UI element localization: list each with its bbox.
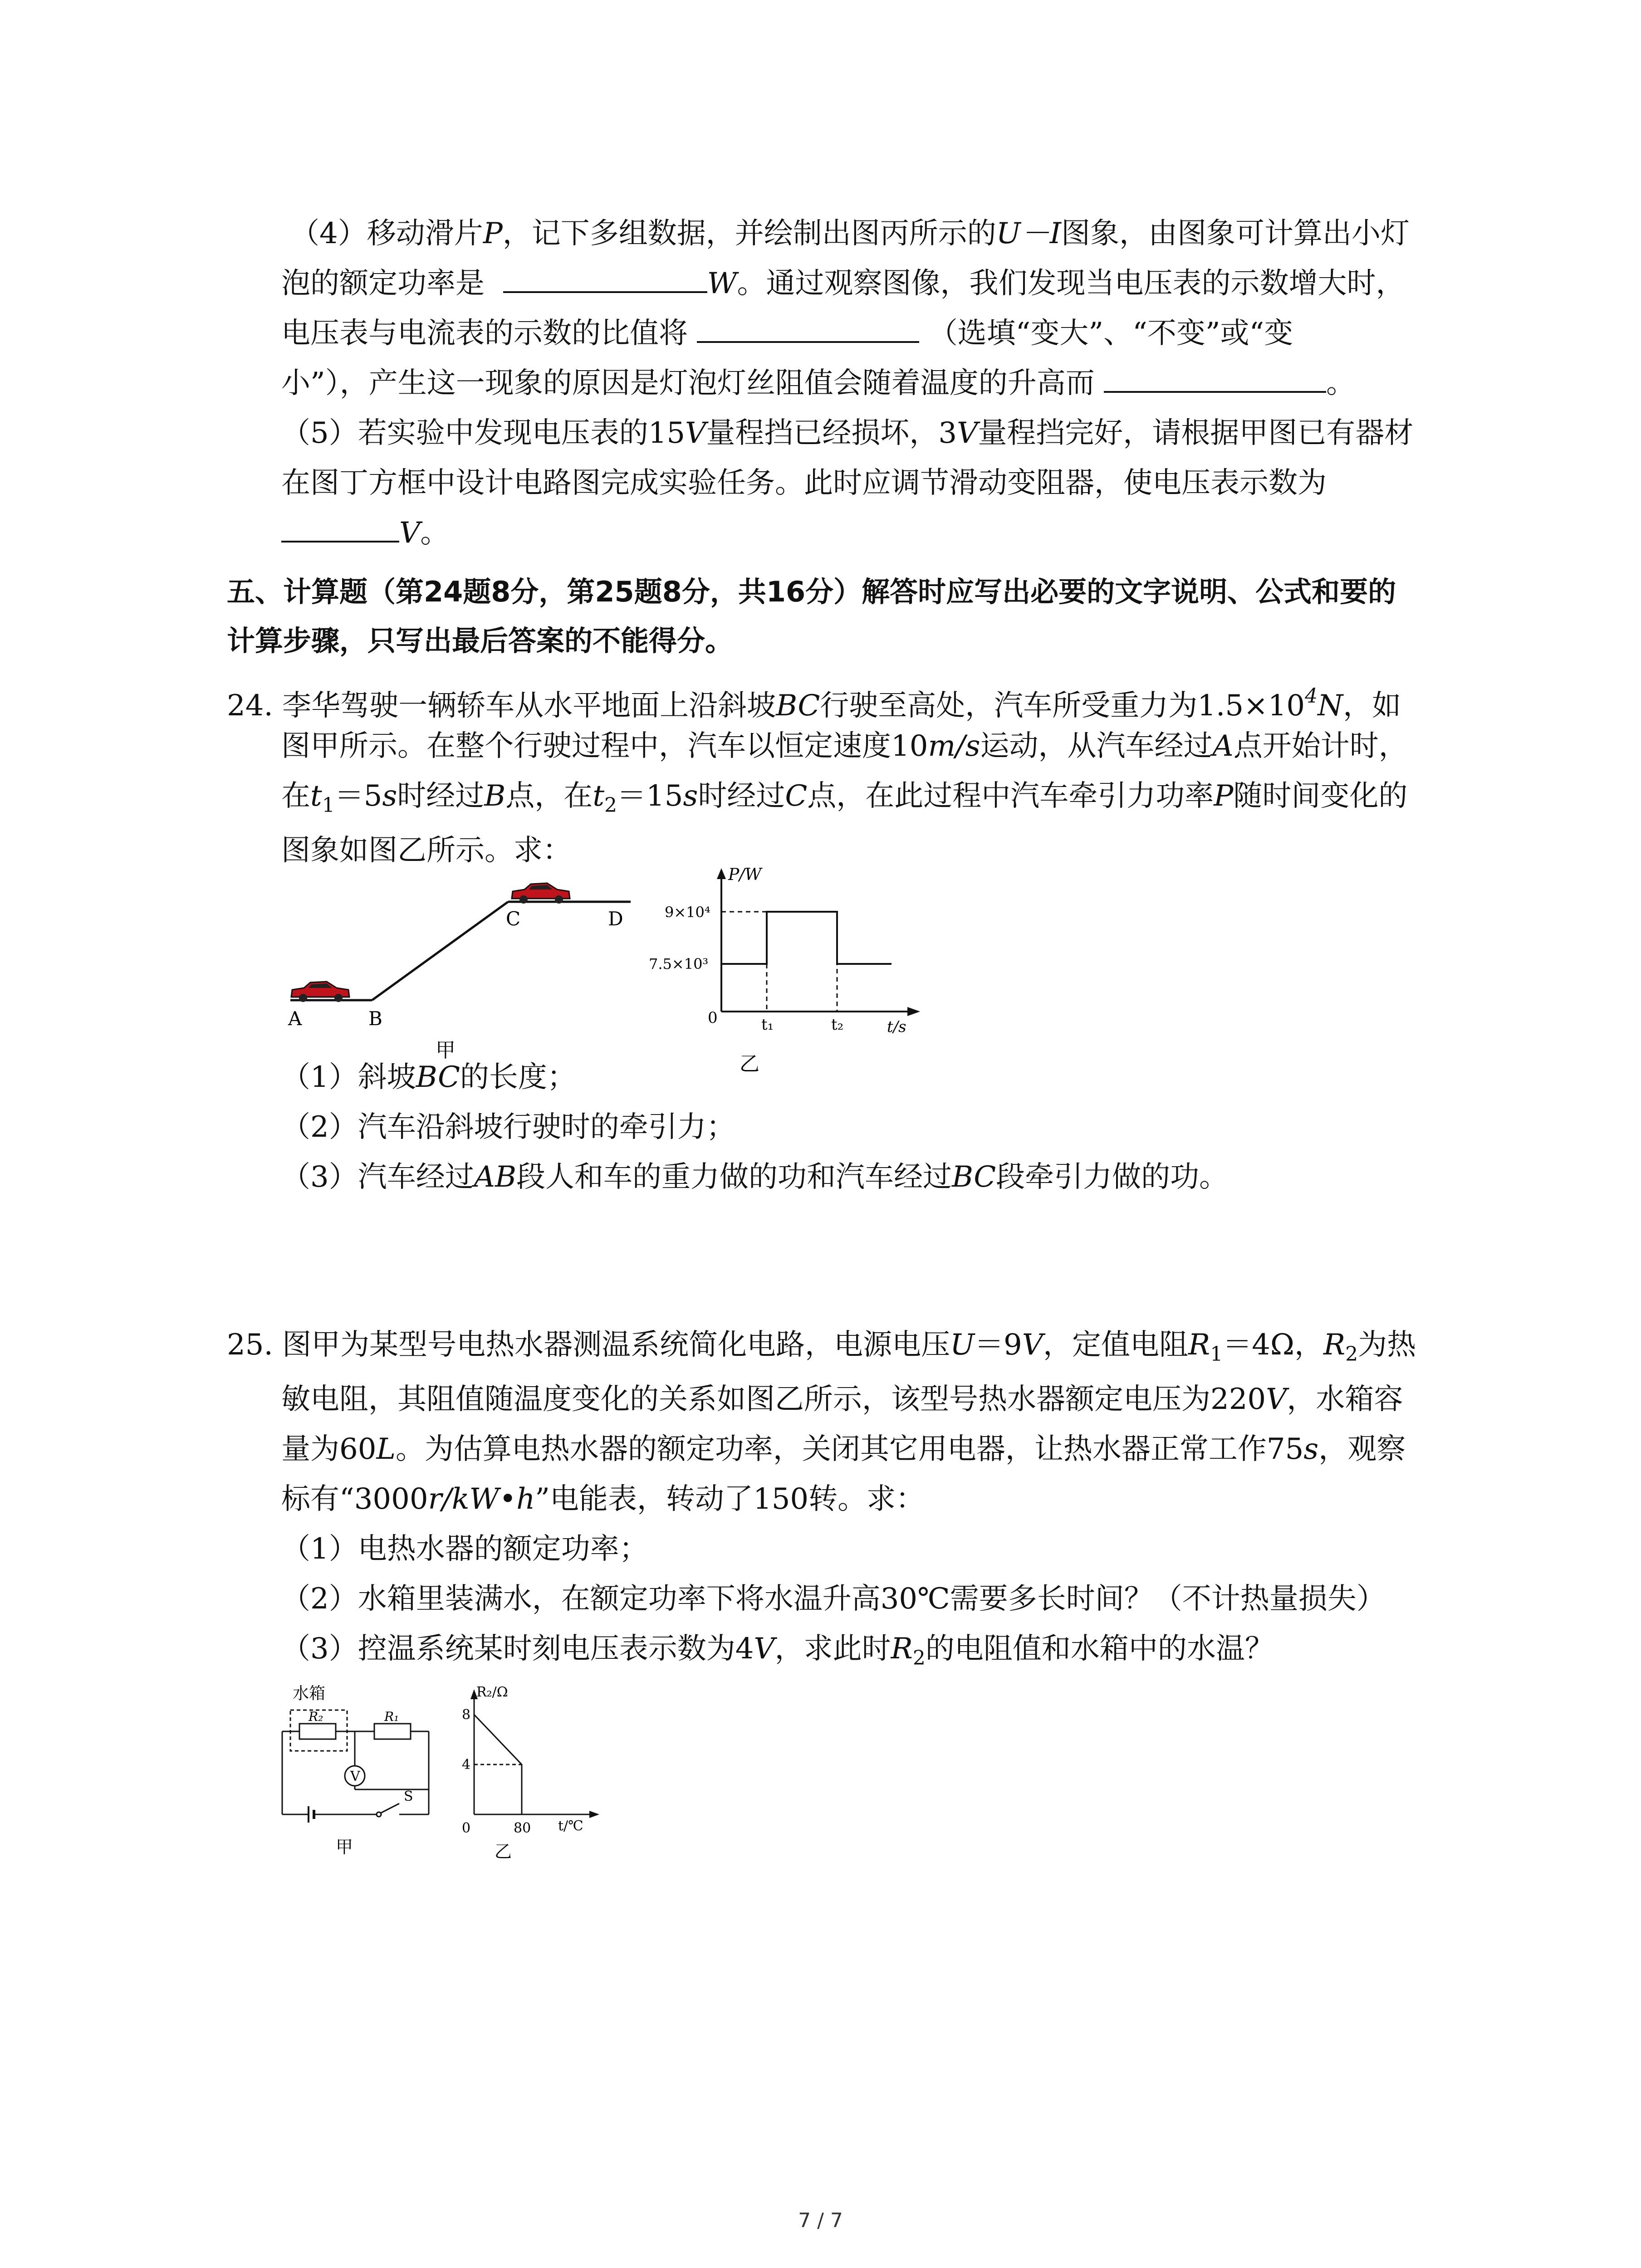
- q23-p5-line3: V。: [281, 513, 449, 553]
- tank-label: 水箱: [293, 1684, 326, 1703]
- resistor-r2: [299, 1724, 336, 1739]
- y-axis-label: R₂/Ω: [476, 1684, 508, 1700]
- q23-p5-line1: （5）若实验中发现电压表的15V量程挡已经损坏，3V量程挡完好，请根据甲图已有器材: [281, 416, 1414, 450]
- x-axis-arrow: [589, 1811, 599, 1818]
- origin-label: 0: [708, 1009, 718, 1027]
- q25-line1: 25. 图甲为某型号电热水器测温系统简化电路，电源电压U＝9V，定值电阻$R_1=4\Omega$，$R_2$为热: [227, 1328, 1416, 1366]
- q25-line3: 量为60L。为估算电热水器的额定功率，关闭其它用电器，让热水器正常工作75s，观察: [281, 1432, 1406, 1466]
- q25-figure-yi: [449, 1678, 612, 1869]
- slope-bc: [372, 902, 508, 1000]
- q24-sub3: （3）汽车经过AB段人和车的重力做的功和汽车经过BC段牵引力做的功。: [281, 1160, 1229, 1194]
- q24-line3: 在$t_1=5s$时经过B点，在$t_2=15s$时经过C点，在此过程中汽车牵引力功率P随时间变化的: [281, 779, 1408, 817]
- y-tick-4: 4: [462, 1757, 471, 1773]
- x-tick-80: 80: [514, 1820, 531, 1836]
- question-number: 25.: [227, 1328, 273, 1362]
- q23-p5-line2: 在图丁方框中设计电路图完成实验任务。此时应调节滑动变阻器，使电压表示数为: [281, 466, 1327, 500]
- figure-caption: 甲: [336, 1837, 353, 1857]
- answer-blank[interactable]: [281, 513, 399, 543]
- question-number: 24.: [227, 689, 273, 723]
- resistor-r1: [374, 1724, 411, 1739]
- answer-blank[interactable]: [1104, 364, 1326, 393]
- q25-sub3: （3）控温系统某时刻电压表示数为4V，求此时$R_2$的电阻值和水箱中的水温？: [281, 1632, 1274, 1670]
- r1-label: R₁: [384, 1709, 399, 1724]
- y-axis-label: P/W: [728, 865, 762, 884]
- y-tick-high: 9×10⁴: [665, 904, 710, 921]
- answer-blank[interactable]: [697, 314, 919, 343]
- q25-figure-jia: [277, 1678, 440, 1860]
- q24-figure-jia: [281, 875, 644, 1066]
- q24-sub1: （1）斜坡BC的长度；: [281, 1061, 576, 1094]
- point-d-label: D: [608, 908, 623, 930]
- section5-heading-line1: 五、计算题（第24题8分，第25题8分，共16分）解答时应写出必要的文字说明、公式和要的: [227, 575, 1396, 608]
- switch-icon: [381, 1804, 399, 1813]
- q23-p4-line1: （4）移动滑片P，记下多组数据，并绘制出图丙所示的U－I图象，由图象可计算出小灯: [290, 217, 1410, 250]
- x-axis-arrow: [907, 1007, 920, 1016]
- section5-heading-line2: 计算步骤，只写出最后答案的不能得分。: [227, 624, 734, 657]
- answer-blank[interactable]: [503, 264, 707, 293]
- q24-figure-yi: [635, 862, 930, 1080]
- x-axis-label: t/s: [887, 1018, 906, 1036]
- car-icon: [291, 982, 349, 1002]
- figure-caption: 乙: [740, 1052, 759, 1075]
- voltmeter-label: V: [350, 1769, 360, 1784]
- switch-icon: [377, 1812, 381, 1817]
- q25-line2: 敏电阻，其阻值随温度变化的关系如图乙所示，该型号热水器额定电压为220V，水箱容: [281, 1383, 1403, 1416]
- q24-line1: 24. 李华驾驶一辆轿车从水平地面上沿斜坡BC行驶至高处，汽车所受重力为$1.5\times 10^4N$，如: [227, 684, 1401, 723]
- power-curve: [721, 912, 892, 964]
- point-b-label: B: [368, 1007, 382, 1030]
- point-c-label: C: [506, 908, 521, 930]
- q23-p4-line2: 泡的额定功率是 W。通过观察图像，我们发现当电压表的示数增大时，: [281, 263, 1405, 304]
- q23-p4-line4: 小”），产生这一现象的原因是灯泡灯丝阻值会随着温度的升高而 。: [281, 363, 1355, 404]
- q25-sub2: （2）水箱里装满水，在额定功率下将水温升高30℃需要多长时间？（不计热量损失）: [281, 1582, 1386, 1616]
- page-number: 7 / 7: [798, 2209, 843, 2232]
- origin-label: 0: [462, 1820, 471, 1836]
- x-tick-t2: t₂: [831, 1016, 844, 1034]
- q25-line4: 标有“3000r/kW•h”电能表，转动了150转。求：: [281, 1482, 925, 1516]
- q24-line4: 图象如图乙所示。求：: [281, 834, 572, 867]
- figure-caption: 乙: [495, 1842, 512, 1862]
- x-tick-t1: t₁: [761, 1016, 774, 1034]
- point-a-label: A: [288, 1007, 302, 1030]
- q24-sub2: （2）汽车沿斜坡行驶时的牵引力；: [281, 1110, 735, 1144]
- q24-line2: 图甲所示。在整个行驶过程中，汽车以恒定速度10m/s运动，从汽车经过A点开始计时，: [281, 729, 1408, 763]
- q25-sub1: （1）电热水器的额定功率；: [281, 1532, 648, 1566]
- car-icon: [512, 883, 570, 904]
- r2-label: R₂: [309, 1709, 323, 1724]
- switch-label: S: [404, 1789, 413, 1804]
- figure-caption: 甲: [436, 1039, 456, 1062]
- x-axis-label: t/℃: [558, 1818, 583, 1834]
- y-tick-low: 7.5×10³: [649, 955, 709, 973]
- q23-p4-line3: 电压表与电流表的示数的比值将 （选填“变大”、“不变”或“变: [281, 313, 1293, 354]
- y-axis-arrow: [717, 868, 726, 879]
- y-tick-8: 8: [462, 1707, 471, 1723]
